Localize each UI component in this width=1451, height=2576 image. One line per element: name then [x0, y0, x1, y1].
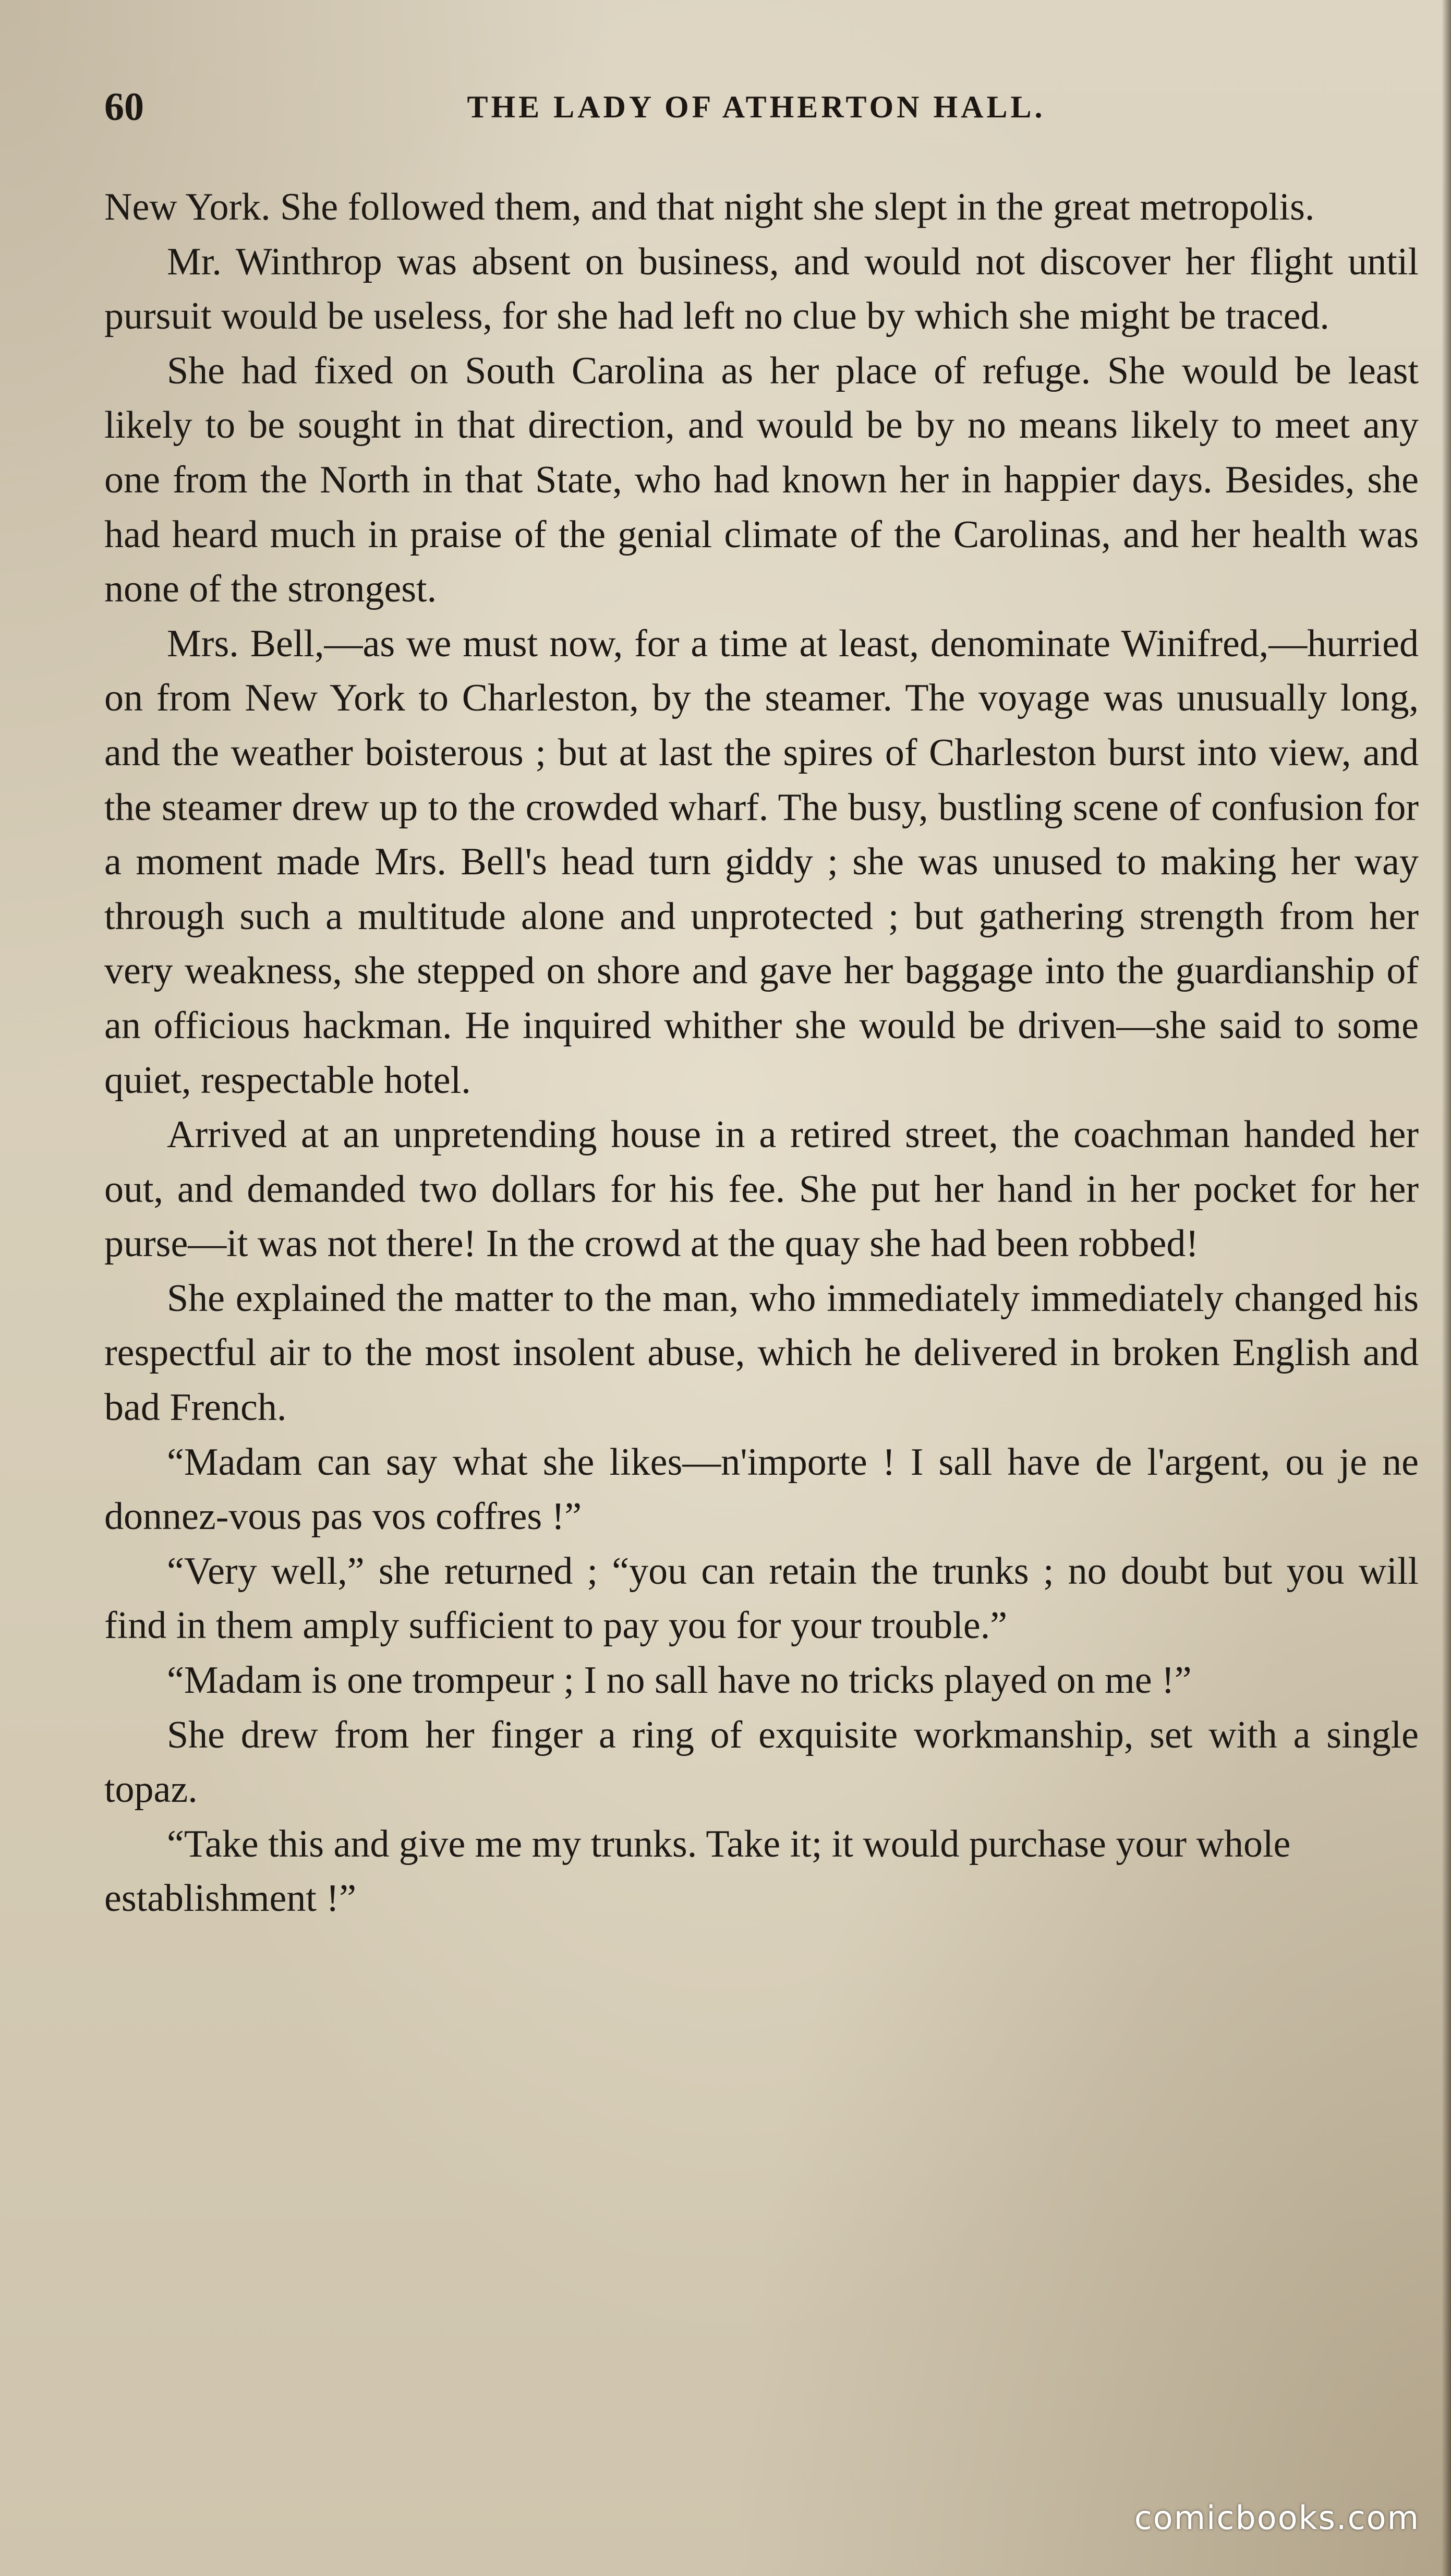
paragraph: New York. She followed them, and that night she slept in the great metropolis.	[104, 186, 1315, 228]
dialogue-paragraph: “Very well,” she returned ; “you can retain the trunks ; no doubt but you will find in them amply sufficient to pay you for your trouble.”	[104, 1549, 1419, 1647]
paragraph: She drew from her finger a ring of exquisite workmanship, set with a single topaz.	[104, 1713, 1419, 1811]
dialogue-paragraph: “Madam can say what she likes—n'importe ! I sall have de l'argent, ou je ne donnez-vous pas vos coffres !”	[104, 1440, 1419, 1538]
running-title: THE LADY OF ATHERTON HALL.	[467, 90, 1046, 124]
page-header	[104, 78, 1408, 136]
body-text	[104, 180, 1419, 1926]
watermark: comicbooks.com	[1134, 2499, 1420, 2537]
paragraph: Arrived at an unpretending house in a retired street, the coachman handed her out, and demanded two dollars for his fee. She put her hand in her pocket for her purse—it was not there! In the crowd at the quay she had been robbed!	[104, 1113, 1419, 1266]
paragraph: She had fixed on South Carolina as her place of refuge. She would be least likely to be sought in that direction, and would be by no means likely to meet any one from the North in that State, who had known her in happier days. Besides, she had heard much in praise of the genial climate of the Carolinas, and her health was none of the strongest.	[104, 349, 1419, 611]
dialogue-paragraph: “Take this and give me my trunks. Take it; it would purchase your whole establishment !”	[104, 1822, 1291, 1920]
paragraph: Mr. Winthrop was absent on business, and would not discover her flight until pursuit would be useless, for she had left no clue by which she might be traced.	[104, 240, 1419, 338]
paragraph: She explained the matter to the man, who immediately immediately changed his respectful air to the most insolent abuse, which he delivered in broken English and bad French.	[104, 1277, 1419, 1429]
page-number: 60	[104, 85, 144, 129]
dialogue-paragraph: “Madam is one trompeur ; I no sall have no tricks played on me !”	[167, 1659, 1192, 1702]
paragraph: Mrs. Bell,—as we must now, for a time at least, denominate Winifred,—hurried on from New York to Charleston, by the steamer. The voyage was unusually long, and the weather boisterous ; but at last the spires of Charleston burst into view, and the steamer drew up to the crowded wharf. The busy, bustling scene of confusion for a moment made Mrs. Bell's head turn giddy ; she was unused to making her way through such a multitude alone and unprotected ; but gathering strength from her very weakness, she stepped on shore and gave her baggage into the guardianship of an officious hackman. He inquired whither she would be driven—she said to some quiet, respectable hotel.	[104, 622, 1419, 1102]
